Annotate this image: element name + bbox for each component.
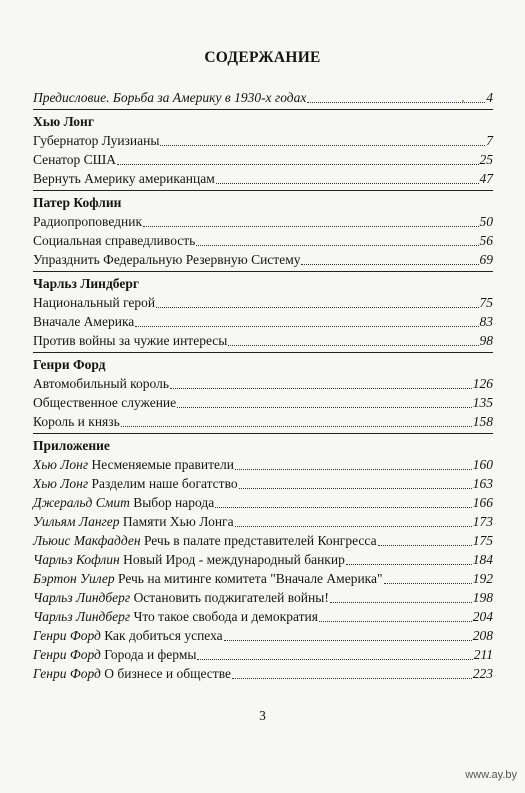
dot-leader bbox=[216, 182, 479, 184]
dot-leader bbox=[235, 468, 472, 470]
dot-leader bbox=[235, 525, 472, 527]
entry-author: Хью Лонг bbox=[33, 457, 89, 472]
toc-entry bbox=[33, 664, 493, 683]
watermark: www.ay.by bbox=[465, 769, 517, 781]
toc-entry bbox=[33, 569, 493, 588]
entry-page: 198 bbox=[472, 590, 493, 605]
entry-author: Чарльз Линдберг bbox=[33, 590, 131, 605]
entry-page: 7 bbox=[486, 133, 493, 148]
entry-page: 204 bbox=[472, 609, 493, 624]
toc-entry bbox=[33, 412, 493, 431]
toc-section bbox=[33, 109, 493, 188]
entry-author: Хью Лонг bbox=[33, 476, 89, 491]
entry-title: Национальный герой bbox=[33, 295, 156, 310]
toc-entry bbox=[33, 531, 493, 550]
dot-leader bbox=[170, 387, 472, 389]
entry-author: Генри Форд bbox=[33, 628, 101, 643]
section-heading: Патер Кофлин bbox=[33, 195, 122, 210]
dot-leader bbox=[196, 244, 478, 246]
toc-entry bbox=[33, 250, 493, 269]
dot-leader bbox=[156, 306, 478, 308]
entry-author: Бэртон Уилер bbox=[33, 571, 115, 586]
toc-section bbox=[33, 433, 493, 683]
entry-author: Генри Форд bbox=[33, 647, 101, 662]
toc-entry bbox=[33, 231, 493, 250]
dot-leader bbox=[224, 639, 472, 641]
toc-entry bbox=[33, 393, 493, 412]
entry-title: Новый Ирод - международный банкир bbox=[119, 552, 345, 567]
entry-title: Против войны за чужие интересы bbox=[33, 333, 228, 348]
page-number: 3 bbox=[259, 708, 266, 723]
toc-entry bbox=[33, 626, 493, 645]
dot-leader bbox=[232, 677, 472, 679]
dot-leader bbox=[143, 225, 478, 227]
entry-title: Социальная справедливость bbox=[33, 233, 196, 248]
toc-entry bbox=[33, 645, 493, 664]
page-title: СОДЕРЖАНИЕ bbox=[204, 49, 321, 66]
preface-title: Предисловие. Борьба за Америку в 1930-х годах bbox=[33, 90, 307, 105]
dot-leader bbox=[135, 325, 478, 327]
entry-page: 47 bbox=[479, 171, 493, 186]
dot-leader bbox=[307, 101, 485, 103]
entry-author: Льюис Макфадден bbox=[33, 533, 141, 548]
entry-author: Уильям Лангер bbox=[33, 514, 120, 529]
entry-title: Памяти Хью Лонга bbox=[119, 514, 234, 529]
toc-section bbox=[33, 352, 493, 431]
toc-entry bbox=[33, 512, 493, 531]
entry-page: 50 bbox=[479, 214, 493, 229]
entry-title: Выбор народа bbox=[129, 495, 215, 510]
entry-page: 75 bbox=[479, 295, 493, 310]
dot-leader bbox=[121, 425, 472, 427]
entry-title: Речь на митинге комитета "Вначале Америка" bbox=[114, 571, 383, 586]
section-heading: Приложение bbox=[33, 438, 110, 453]
entry-page: 192 bbox=[472, 571, 493, 586]
dot-leader bbox=[319, 620, 472, 622]
entry-page: 56 bbox=[479, 233, 493, 248]
entry-title: Общественное служение bbox=[33, 395, 177, 410]
toc-entry bbox=[33, 169, 493, 188]
toc-entry bbox=[33, 550, 493, 569]
section-heading: Чарльз Линдберг bbox=[33, 276, 139, 291]
entry-page: 98 bbox=[479, 333, 493, 348]
entry-title: О бизнесе и обществе bbox=[100, 666, 231, 681]
dot-leader bbox=[378, 544, 472, 546]
entry-page: 83 bbox=[479, 314, 493, 329]
dot-leader bbox=[215, 506, 472, 508]
toc-entry bbox=[33, 474, 493, 493]
table-of-contents bbox=[33, 88, 493, 683]
toc-sections bbox=[33, 109, 493, 683]
toc-entry bbox=[33, 331, 493, 350]
preface-entry bbox=[33, 88, 493, 107]
entry-title: Губернатор Луизианы bbox=[33, 133, 160, 148]
entry-title: Речь в палате представителей Конгресса bbox=[140, 533, 377, 548]
toc-entry bbox=[33, 493, 493, 512]
entry-title: Остановить поджигателей войны! bbox=[130, 590, 329, 605]
dot-leader bbox=[239, 487, 472, 489]
entry-title: Радиопроповедник bbox=[33, 214, 143, 229]
entry-page: 25 bbox=[479, 152, 493, 167]
toc-entry bbox=[33, 150, 493, 169]
dot-leader bbox=[117, 163, 479, 165]
entry-title: Король и князь bbox=[33, 414, 120, 429]
paper-speck bbox=[462, 100, 464, 102]
entry-page: 173 bbox=[472, 514, 493, 529]
toc-entry bbox=[33, 131, 493, 150]
entry-page: 160 bbox=[472, 457, 493, 472]
dot-leader bbox=[346, 563, 472, 565]
entry-page: 211 bbox=[473, 647, 493, 662]
entry-author: Чарльз Кофлин bbox=[33, 552, 120, 567]
toc-entry bbox=[33, 455, 493, 474]
toc-entry bbox=[33, 212, 493, 231]
toc-entry bbox=[33, 374, 493, 393]
dot-leader bbox=[228, 344, 478, 346]
dot-leader bbox=[384, 582, 472, 584]
entry-page: 135 bbox=[472, 395, 493, 410]
entry-author: Генри Форд bbox=[33, 666, 101, 681]
toc-section bbox=[33, 190, 493, 269]
dot-leader bbox=[177, 406, 472, 408]
entry-title: Упразднить Федеральную Резервную Систему bbox=[33, 252, 301, 267]
toc-entry bbox=[33, 607, 493, 626]
entry-title: Вернуть Америку американцам bbox=[33, 171, 215, 186]
entry-title: Что такое свобода и демократия bbox=[130, 609, 318, 624]
toc-entry bbox=[33, 293, 493, 312]
dot-leader bbox=[197, 658, 472, 660]
entry-title: Сенатор США bbox=[33, 152, 116, 167]
entry-page: 158 bbox=[472, 414, 493, 429]
entry-title: Несменяемые правители bbox=[88, 457, 234, 472]
entry-title: Вначале Америка bbox=[33, 314, 135, 329]
entry-title: Города и фермы bbox=[100, 647, 197, 662]
entry-page: 126 bbox=[472, 376, 493, 391]
entry-page: 184 bbox=[472, 552, 493, 567]
entry-page: 223 bbox=[472, 666, 493, 681]
dot-leader bbox=[330, 601, 472, 603]
entry-title: Разделим наше богатство bbox=[88, 476, 238, 491]
section-heading: Хью Лонг bbox=[33, 114, 94, 129]
entry-page: 166 bbox=[472, 495, 493, 510]
dot-leader bbox=[160, 144, 485, 146]
entry-page: 208 bbox=[472, 628, 493, 643]
entry-author: Чарльз Линдберг bbox=[33, 609, 131, 624]
toc-entry bbox=[33, 588, 493, 607]
entry-title: Как добиться успеха bbox=[100, 628, 223, 643]
dot-leader bbox=[301, 263, 478, 265]
toc-section bbox=[33, 271, 493, 350]
preface-page: 4 bbox=[486, 90, 493, 105]
entry-page: 175 bbox=[472, 533, 493, 548]
entry-title: Автомобильный король bbox=[33, 376, 170, 391]
entry-page: 69 bbox=[479, 252, 493, 267]
entry-author: Джеральд Смит bbox=[33, 495, 130, 510]
toc-entry bbox=[33, 312, 493, 331]
entry-page: 163 bbox=[472, 476, 493, 491]
section-heading: Генри Форд bbox=[33, 357, 106, 372]
